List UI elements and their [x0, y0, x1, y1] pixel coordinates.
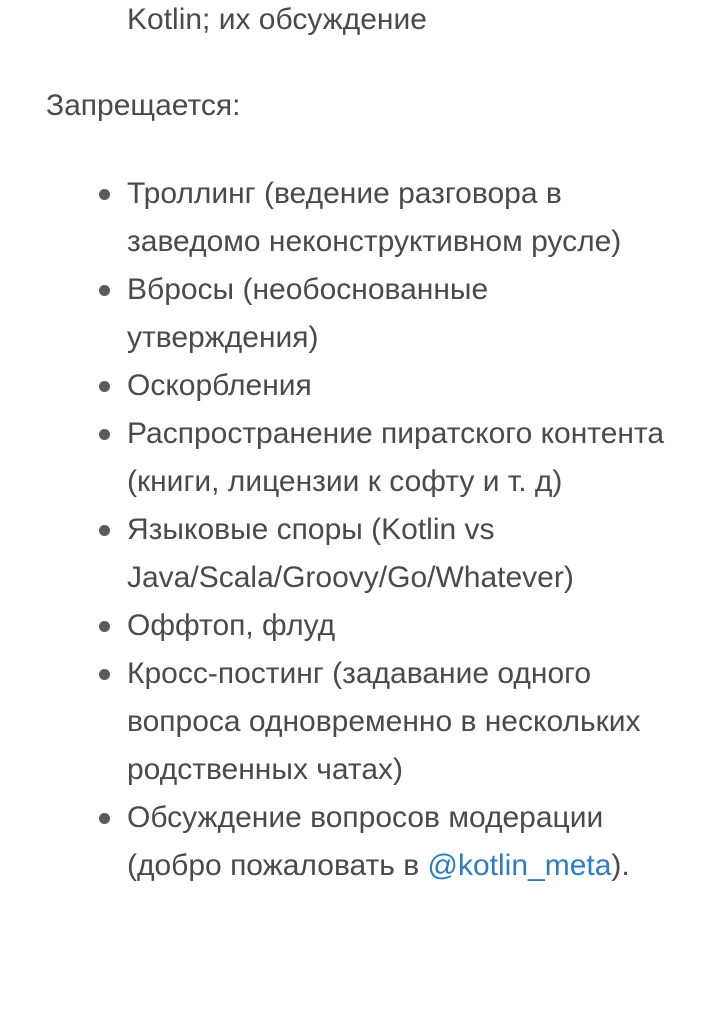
rule-text-moderation: Обсуждение вопросов модерации (добро пожаловать в [127, 801, 604, 882]
bullet-icon [99, 621, 110, 632]
rule-text-piracy: Распространение пиратского контента (книги, лицензии к софту и т. д) [127, 417, 665, 498]
rule-text-cross-posting: Кросс-постинг (задавание одного вопроса одновременно в нескольких родственных чатах) [127, 657, 641, 786]
bullet-icon [99, 429, 110, 440]
list-item [0, 602, 720, 650]
list-item [0, 794, 720, 890]
list-item [0, 410, 720, 506]
rule-text-offtopic: Оффтоп, флуд [127, 609, 336, 642]
forbidden-heading: Запрещается: [46, 89, 241, 122]
bullet-icon [99, 285, 110, 296]
list-item [0, 266, 720, 362]
bullet-icon [99, 189, 110, 200]
bullet-icon [99, 381, 110, 392]
bullet-icon [99, 669, 110, 680]
rule-text-language-wars: Языковые споры (Kotlin vs Java/Scala/Groovy/Go/Whatever) [127, 513, 574, 594]
forbidden-list [0, 170, 720, 890]
bullet-icon [99, 813, 110, 824]
rule-text-unfounded-claims: Вбросы (необоснованные утверждения) [127, 273, 489, 354]
rule-text-insults: Оскорбления [127, 369, 312, 402]
list-item [0, 170, 720, 266]
kotlin-meta-link[interactable]: @kotlin_meta [427, 849, 612, 882]
rule-text-trolling: Троллинг (ведение разговора в заведомо неконструктивном русле) [127, 177, 622, 258]
intro-continuation: Kotlin; их обсуждение [127, 3, 427, 36]
bullet-icon [99, 525, 110, 536]
list-item [0, 506, 720, 602]
list-item [0, 650, 720, 794]
rule-text-moderation-end: ). [611, 849, 630, 882]
list-item [0, 362, 720, 410]
